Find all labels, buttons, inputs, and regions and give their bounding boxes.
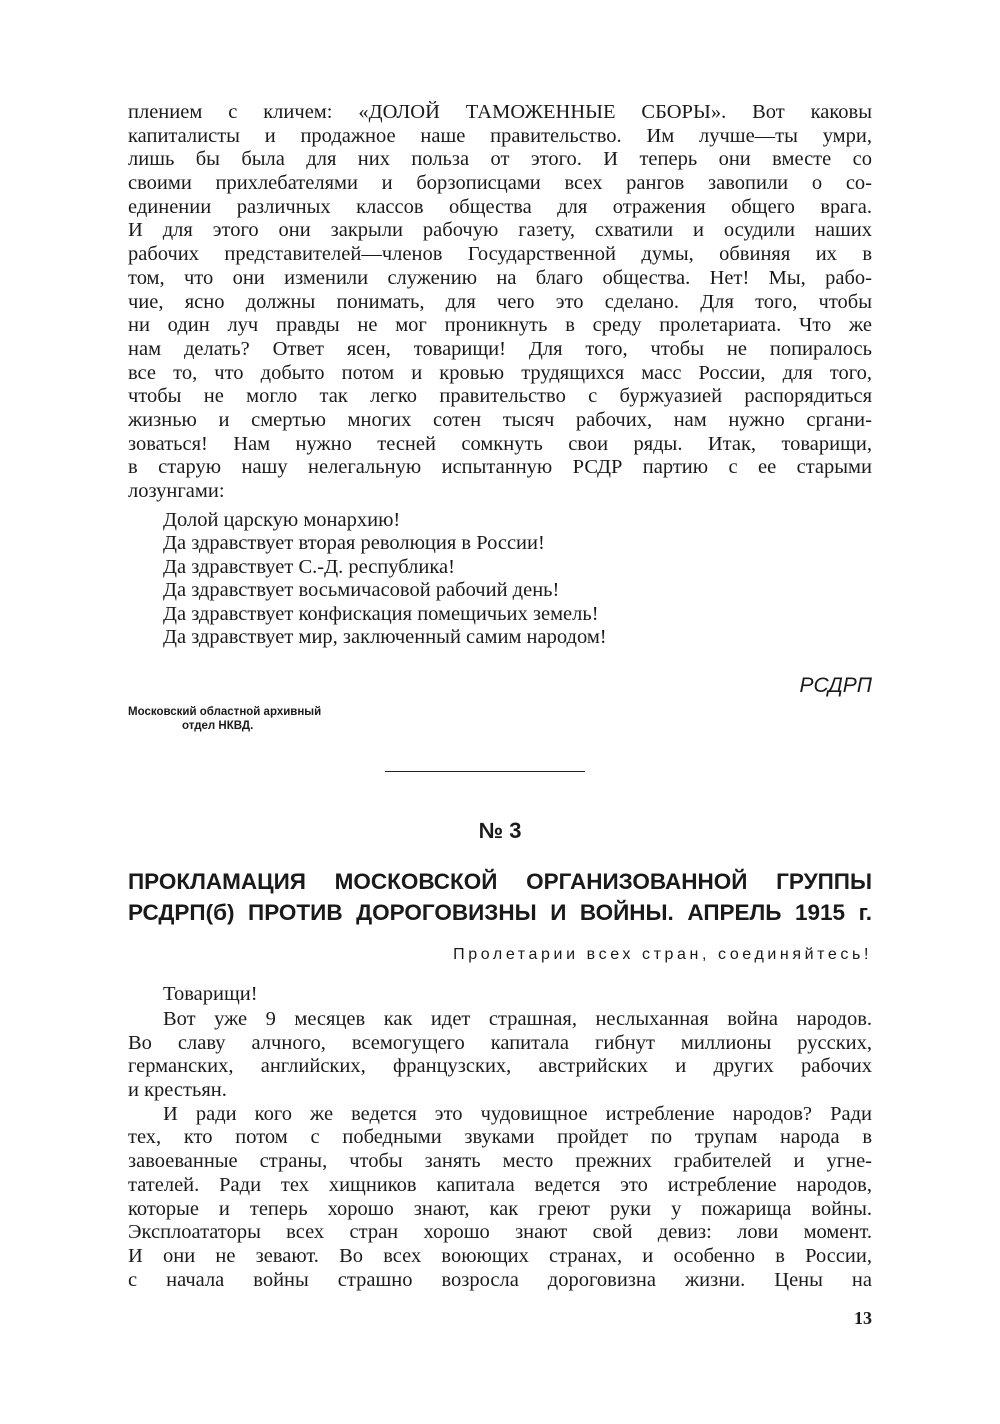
text-line: плением с кличем: «ДОЛОЙ ТАМОЖЕННЫЕ СБОРЫ». Вот каковы (128, 101, 872, 123)
archive-note-line: Московский областной архивный (128, 706, 322, 718)
text-line: завоеванные страны, чтобы занять место прежних грабителей и угне- (128, 1150, 872, 1173)
text-line: капиталисты и продажное наше правительство. Им лучше—ты умри, (128, 124, 872, 147)
text-line: Эксплоататоры всех стран хорошо знают свой девиз: лови момент. (128, 1221, 872, 1244)
title-line: ПРОКЛАМАЦИЯ МОСКОВСКОЙ ОРГАНИЗОВАННОЙ ГРУППЫ (128, 869, 872, 894)
archive-source-note (128, 705, 321, 733)
text-line: жизнью и смертью многих сотен тысяч рабочих, нам нужно сргани- (128, 408, 872, 431)
text-line: И они не зевают. Во всех воюющих странах, и особенно в России, (128, 1244, 872, 1267)
text-line: И для этого они закрыли рабочую газету, схватили и осудили наших (128, 219, 872, 242)
text-line: лозунгами: (128, 480, 225, 502)
text-line: том, что они изменили служению на благо общества. Нет! Мы, рабо- (128, 266, 872, 289)
archive-note-line: отдел НКВД. (182, 720, 254, 732)
text-line: германских, английских, французских, австрийских и других рабочих (128, 1055, 872, 1078)
slogan: Да здравствует С.-Д. республика! (163, 555, 455, 578)
section-divider (385, 771, 585, 772)
greeting: Товарищи! (163, 983, 258, 1005)
page-number: 13 (854, 1308, 872, 1328)
continuation-text (128, 101, 872, 504)
text-line: тех, кто потом с победными звуками пройдет по трупам народа в (128, 1126, 872, 1149)
slogan: Да здравствует конфискация помещичьих земель! (163, 602, 599, 625)
text-line: все то, что добыто потом и кровью трудящихся масс России, для того, (128, 361, 872, 384)
text-line: нам делать? Ответ ясен, товарищи! Для того, чтобы не попиралось (128, 337, 872, 360)
slogan: Долой царскую монархию! (163, 509, 401, 531)
text-line: в старую нашу нелегальную испытанную РСДР партию с ее старыми (128, 456, 872, 479)
text-line: Во славу алчного, всемогущего капитала гибнут миллионы русских, (128, 1031, 872, 1054)
text-line: с начала войны страшно возросла дороговизна жизни. Цены на (128, 1268, 872, 1291)
document-body (128, 1008, 872, 1292)
text-line: которые и теперь хорошо знают, как греют руки у пожарища войны. (128, 1197, 872, 1220)
text-line: и крестьян. (128, 1079, 227, 1102)
slogans-list (163, 509, 607, 649)
slogan: Да здравствует восьмичасовой рабочий день! (163, 579, 560, 602)
text-line: чие, ясно должны понимать, для чего это сделано. Для того, чтобы (128, 290, 872, 313)
text-line: чтобы не могло так легко правительство с буржуазией распорядиться (128, 385, 872, 408)
text-line: лишь бы была для них польза от этого. И теперь они вместе со (128, 148, 872, 171)
text-line: своими прихлебателями и борзописцами всех рангов завопили о со- (128, 172, 872, 195)
slogan: Да здравствует вторая революция в России! (163, 532, 545, 555)
signature: РСДРП (799, 674, 872, 697)
text-line: рабочих представителей—членов Государственной думы, обвиняя их в (128, 243, 872, 266)
text-line: зоваться! Нам нужно тесней сомкнуть свои ряды. Итак, товарищи, (128, 432, 872, 455)
epigraph: Пролетарии всех стран, соединяйтесь! (453, 946, 872, 963)
document-title (128, 866, 872, 928)
text-line: тателей. Ради тех хищников капитала ведется это истребление народов, (128, 1173, 872, 1196)
text-line: Вот уже 9 месяцев как идет страшная, неслыханная война народов. (163, 1008, 872, 1030)
text-line: И ради кого же ведется это чудовищное истребление народов? Ради (163, 1102, 872, 1125)
title-line: РСДРП(б) ПРОТИВ ДОРОГОВИЗНЫ И ВОЙНЫ. АПРЕЛЬ 1915 г. (128, 900, 872, 925)
slogan: Да здравствует мир, заключенный самим народом! (163, 626, 607, 649)
text-line: единении различных классов общества для отражения общего врага. (128, 195, 872, 218)
document-number: № 3 (478, 818, 522, 843)
text-line: ни один луч правды не мог проникнуть в среду пролетариата. Что же (128, 314, 872, 337)
